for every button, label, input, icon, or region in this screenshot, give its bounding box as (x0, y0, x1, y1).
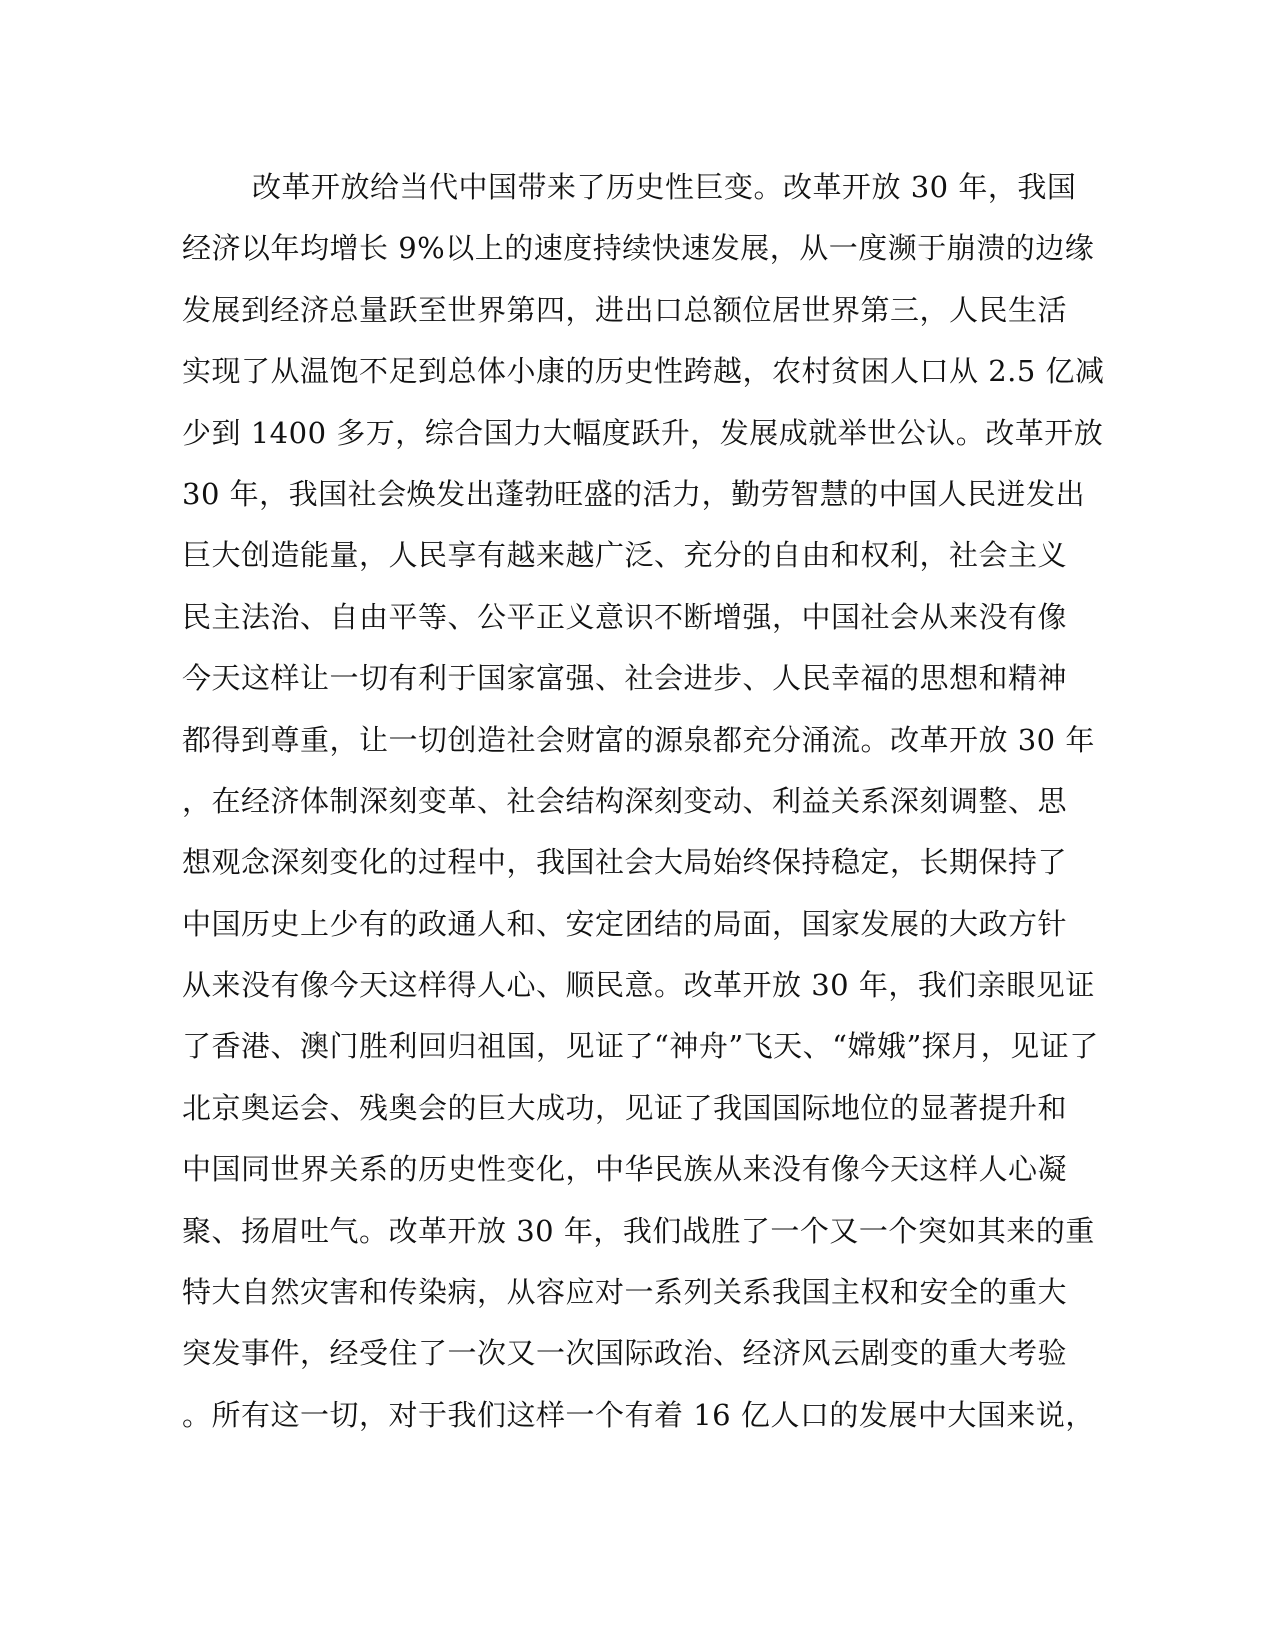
paragraph-line: 聚、扬眉吐气。改革开放 30 年，我们战胜了一个又一个突如其来的重 (182, 1213, 1095, 1248)
paragraph-line: 实现了从温饱不足到总体小康的历史性跨越，农村贫困人口从 2.5 亿减 (182, 354, 1105, 389)
paragraph-line: 改革开放给当代中国带来了历史性巨变。改革开放 30 年，我国 (252, 170, 1077, 204)
paragraph-line: 。所有这一切，对于我们这样一个有着 16 亿人口的发展中大国来说， (182, 1397, 1095, 1432)
paragraph-line: 中国历史上少有的政通人和、安定团结的局面，国家发展的大政方针 (182, 906, 1068, 941)
paragraph-line: 发展到经济总量跃至世界第四，进出口总额位居世界第三，人民生活 (182, 292, 1068, 327)
paragraph-line: 了香港、澳门胜利回归祖国，见证了“神舟”飞天、“嫦娥”探月，见证了 (182, 1029, 1099, 1064)
paragraph-line: 巨大创造能量，人民享有越来越广泛、充分的自由和权利，社会主义 (182, 538, 1068, 573)
paragraph-line: 30 年，我国社会焕发出蓬勃旺盛的活力，勤劳智慧的中国人民迸发出 (182, 476, 1086, 511)
paragraph-line: 今天这样让一切有利于国家富强、社会进步、人民幸福的思想和精神 (182, 661, 1068, 696)
paragraph-line: 中国同世界关系的历史性变化，中华民族从来没有像今天这样人心凝 (182, 1152, 1068, 1187)
paragraph-line: 特大自然灾害和传染病，从容应对一系列关系我国主权和安全的重大 (182, 1275, 1068, 1310)
paragraph-line: 经济以年均增长 9%以上的速度持续快速发展，从一度濒于崩溃的边缘 (182, 231, 1095, 266)
paragraph-line: 都得到尊重，让一切创造社会财富的源泉都充分涌流。改革开放 30 年 (182, 722, 1095, 757)
paragraph-line: 从来没有像今天这样得人心、顺民意。改革开放 30 年，我们亲眼见证 (182, 968, 1095, 1003)
paragraph-line: 少到 1400 多万，综合国力大幅度跃升，发展成就举世公认。改革开放 (182, 415, 1104, 450)
body-paragraph (182, 157, 1105, 1446)
paragraph-line: 想观念深刻变化的过程中，我国社会大局始终保持稳定，长期保持了 (182, 845, 1068, 880)
paragraph-line: 突发事件，经受住了一次又一次国际政治、经济风云剧变的重大考验 (182, 1336, 1068, 1371)
paragraph-line: ，在经济体制深刻变革、社会结构深刻变动、利益关系深刻调整、思 (182, 783, 1068, 818)
paragraph-line: 民主法治、自由平等、公平正义意识不断增强，中国社会从来没有像 (182, 599, 1068, 634)
paragraph-line: 北京奥运会、残奥会的巨大成功，见证了我国国际地位的显著提升和 (182, 1090, 1068, 1125)
